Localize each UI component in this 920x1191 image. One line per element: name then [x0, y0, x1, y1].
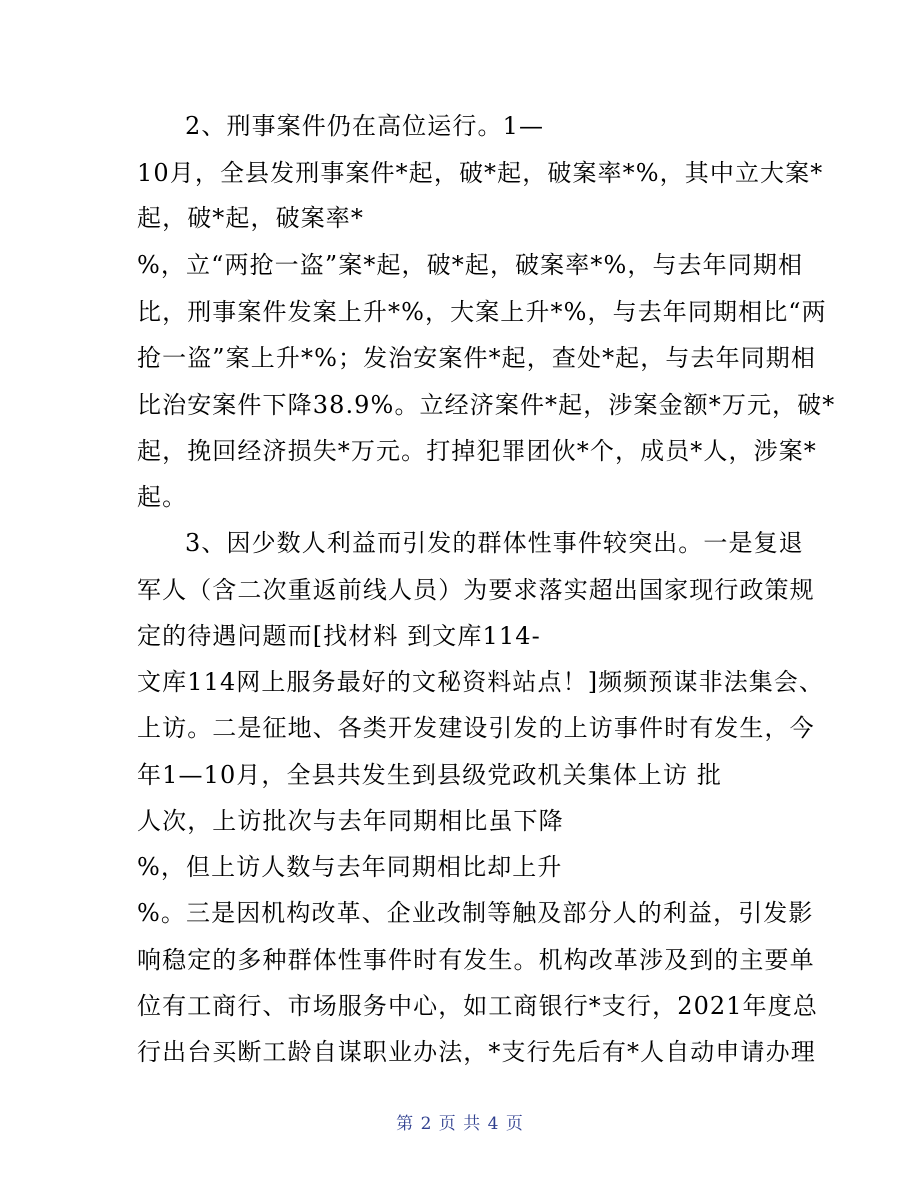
- text-line: 位有工商行、市场服务中心，如工商银行*支行，2021年度总: [137, 992, 818, 1020]
- text-line: 定的待遇问题而[找材料 到文库114-: [137, 622, 541, 650]
- text-line: 起，挽回经济损失*万元。打掉犯罪团伙*个，成员*人，涉案*: [137, 437, 817, 465]
- text-line: 起，破*起，破案率*: [137, 204, 364, 232]
- text-line: 军人（含二次重返前线人员）为要求落实超出国家现行政策规: [137, 576, 815, 604]
- text-line: 比治安案件下降38.9%。立经济案件*起，涉案金额*万元，破*: [137, 391, 836, 419]
- text-line: 上访。二是征地、各类开发建设引发的上访事件时有发生，今: [137, 714, 815, 742]
- text-line: 10月，全县发刑事案件*起，破*起，破案率*%，其中立大案*: [137, 159, 824, 187]
- text-line: 人次，上访批次与去年同期相比虽下降: [137, 807, 564, 835]
- text-line: 响稳定的多种群体性事件时有发生。机构改革涉及到的主要单: [137, 946, 815, 974]
- text-line: %，立“两抢一盗”案*起，破*起，破案率*%，与去年同期相: [137, 251, 804, 279]
- text-line: 文库114网上服务最好的文秘资料站点！]频频预谋非法集会、: [137, 668, 825, 696]
- text-line: 比，刑事案件发案上升*%，大案上升*%，与去年同期相比“两: [137, 298, 827, 326]
- text-line: %。三是因机构改革、企业改制等触及部分人的利益，引发影: [137, 899, 814, 927]
- text-line: 2、刑事案件仍在高位运行。1—: [185, 112, 545, 140]
- text-line: 3、因少数人利益而引发的群体性事件较突出。一是复退: [185, 529, 804, 557]
- text-line: %，但上访人数与去年同期相比却上升: [137, 853, 563, 881]
- page-footer: 第 2 页 共 4 页: [396, 1114, 524, 1134]
- text-line: 抢一盗”案上升*%；发治安案件*起，查处*起，与去年同期相: [137, 344, 816, 372]
- text-line: 行出台买断工龄自谋职业办法，*支行先后有*人自动申请办理: [137, 1038, 816, 1066]
- text-line: 起。: [137, 483, 188, 511]
- text-line: 年1—10月，全县共发生到县级党政机关集体上访 批: [137, 761, 722, 789]
